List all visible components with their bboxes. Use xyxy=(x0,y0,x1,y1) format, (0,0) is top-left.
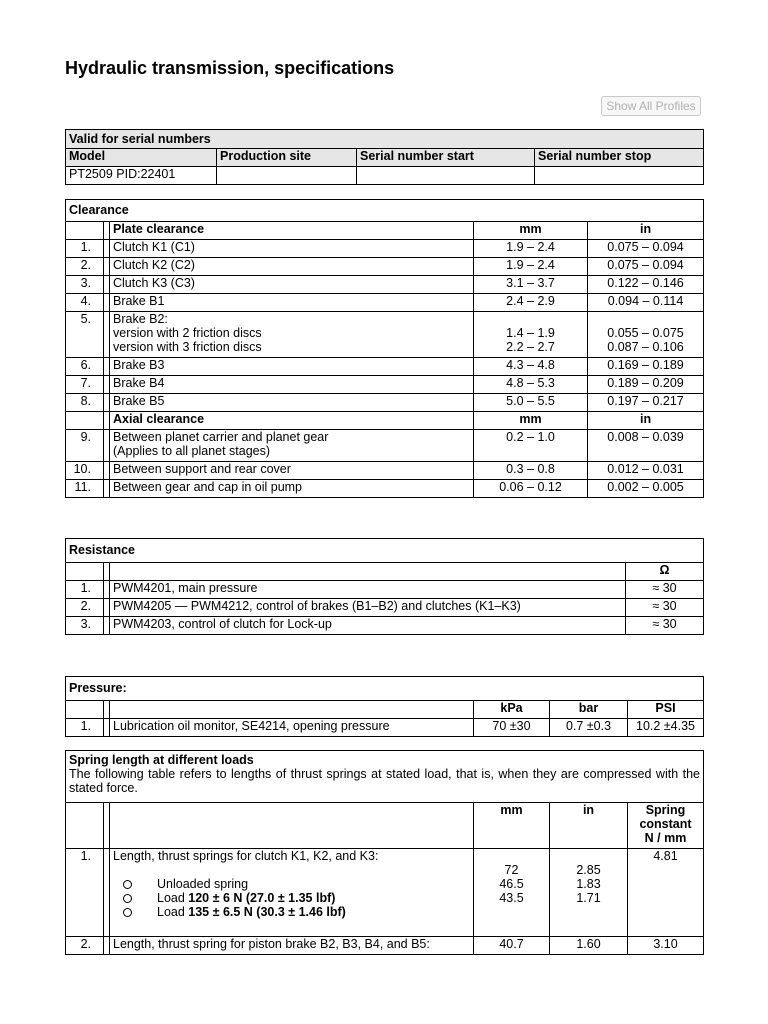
row-mm: 5.0 – 5.5 xyxy=(474,394,588,412)
row-label: PWM4201, main pressure xyxy=(110,581,626,599)
table-row xyxy=(66,617,704,635)
row-number: 1. xyxy=(66,849,104,937)
row-number: 5. xyxy=(66,312,104,358)
mm-header: mm xyxy=(474,222,588,240)
row-in: 0.075 – 0.094 xyxy=(588,240,704,258)
spring-title: Spring length at different loads xyxy=(69,753,254,767)
bar-header: bar xyxy=(550,701,628,719)
row-number: 11. xyxy=(66,480,104,498)
row-in: 0.002 – 0.005 xyxy=(588,480,704,498)
row-number: 3. xyxy=(66,617,104,635)
table-row xyxy=(66,240,704,258)
row-mm: 1.9 – 2.4 xyxy=(474,240,588,258)
mm-value: 72 xyxy=(504,863,519,877)
row-label: Brake B4 xyxy=(110,376,474,394)
row-mm: 40.7 xyxy=(474,937,550,955)
table-row xyxy=(66,358,704,376)
list-item xyxy=(113,905,470,919)
row-number: 7. xyxy=(66,376,104,394)
spring-constant-line1: Spring xyxy=(645,803,686,817)
row-label: PWM4205 — PWM4212, control of brakes (B1–B2) and clutches (K1–K3) xyxy=(110,599,626,617)
table-row xyxy=(66,599,704,617)
serial-start-value xyxy=(357,167,535,185)
row-number: 2. xyxy=(66,599,104,617)
show-all-profiles-button[interactable]: Show All Profiles xyxy=(601,96,701,116)
load-prefix: Load xyxy=(157,891,189,905)
col-model: Model xyxy=(66,149,217,167)
row-mm xyxy=(474,849,550,937)
version-2-discs: version with 2 friction discs xyxy=(113,326,262,340)
plate-clearance-header: Plate clearance xyxy=(110,222,474,240)
col-serial-stop: Serial number stop xyxy=(535,149,704,167)
model-value: PT2509 PID:22401 xyxy=(66,167,217,185)
in-value: 2.85 xyxy=(576,863,601,877)
row-mm: 1.9 – 2.4 xyxy=(474,258,588,276)
spring-constant-value: 4.81 xyxy=(628,849,704,937)
axial-clearance-header: Axial clearance xyxy=(110,412,474,430)
row-number: 3. xyxy=(66,276,104,294)
row-number: 2. xyxy=(66,937,104,955)
in-header: in xyxy=(550,803,628,849)
row-mm: 4.3 – 4.8 xyxy=(474,358,588,376)
serial-number-table xyxy=(65,129,704,185)
page-title: Hydraulic transmission, specifications xyxy=(65,58,395,78)
list-item xyxy=(113,877,470,891)
row-number: 1. xyxy=(66,719,104,737)
list-item xyxy=(113,891,470,905)
axial-note: (Applies to all planet stages) xyxy=(113,444,271,458)
row-in xyxy=(550,849,628,937)
row-label: Brake B5 xyxy=(110,394,474,412)
mm-value: 2.2 – 2.7 xyxy=(506,340,555,354)
row-value: ≈ 30 xyxy=(626,581,704,599)
serial-table-title: Valid for serial numbers xyxy=(66,130,704,149)
row-in: 0.012 – 0.031 xyxy=(588,462,704,480)
table-row xyxy=(66,581,704,599)
spring-table xyxy=(65,750,704,955)
table-row xyxy=(66,312,704,358)
table-row xyxy=(66,258,704,276)
row-in: 0.189 – 0.209 xyxy=(588,376,704,394)
row-number: 1. xyxy=(66,581,104,599)
kpa-header: kPa xyxy=(474,701,550,719)
row-label xyxy=(110,849,474,937)
load-120-value: 120 ± 6 N (27.0 ± 1.35 lbf) xyxy=(188,891,336,905)
row-number: 8. xyxy=(66,394,104,412)
spring-constant-line2: constant xyxy=(639,817,692,831)
table-row xyxy=(66,394,704,412)
col-production-site: Production site xyxy=(217,149,357,167)
ohm-header: Ω xyxy=(626,563,704,581)
spring-description: The following table refers to lengths of thrust springs at stated load, that is, when they are compressed with the stated force. xyxy=(69,767,700,795)
row-in: 0.094 – 0.114 xyxy=(588,294,704,312)
row-value: ≈ 30 xyxy=(626,617,704,635)
mm-header: mm xyxy=(474,803,550,849)
table-row xyxy=(66,376,704,394)
row-mm: 2.4 – 2.9 xyxy=(474,294,588,312)
psi-header: PSI xyxy=(628,701,704,719)
load-prefix: Load xyxy=(157,905,189,919)
row-in xyxy=(588,312,704,358)
clearance-title: Clearance xyxy=(66,200,704,222)
load-135-value: 135 ± 6.5 N (30.3 ± 1.46 lbf) xyxy=(188,905,346,919)
load-list xyxy=(113,877,470,919)
row-mm: 3.1 – 3.7 xyxy=(474,276,588,294)
row-mm xyxy=(474,312,588,358)
row-label: Clutch K2 (C2) xyxy=(110,258,474,276)
in-value: 1.83 xyxy=(576,877,601,891)
in-header: in xyxy=(588,222,704,240)
row-in: 1.60 xyxy=(550,937,628,955)
spring-constant-header xyxy=(628,803,704,849)
row-number: 2. xyxy=(66,258,104,276)
resistance-table xyxy=(65,538,704,635)
mm-value: 43.5 xyxy=(499,891,524,905)
table-row xyxy=(66,937,704,955)
in-value: 0.087 – 0.106 xyxy=(607,340,684,354)
row-mm: 0.3 – 0.8 xyxy=(474,462,588,480)
row-label xyxy=(110,312,474,358)
brake-b2-label: Brake B2: xyxy=(113,312,168,326)
row-in: 0.197 – 0.217 xyxy=(588,394,704,412)
kpa-value: 70 ±30 xyxy=(474,719,550,737)
col-serial-start: Serial number start xyxy=(357,149,535,167)
unloaded-label: Unloaded spring xyxy=(157,877,249,891)
row-value: ≈ 30 xyxy=(626,599,704,617)
row-mm: 0.2 – 1.0 xyxy=(474,430,588,462)
bar-value: 0.7 ±0.3 xyxy=(550,719,628,737)
row-number: 6. xyxy=(66,358,104,376)
spring-constant-value: 3.10 xyxy=(628,937,704,955)
row-label xyxy=(110,430,474,462)
table-row xyxy=(66,849,704,937)
row-label: Between gear and cap in oil pump xyxy=(110,480,474,498)
table-row xyxy=(66,294,704,312)
row-label: Between support and rear cover xyxy=(110,462,474,480)
row-in: 0.169 – 0.189 xyxy=(588,358,704,376)
table-row xyxy=(66,430,704,462)
row-in: 0.008 – 0.039 xyxy=(588,430,704,462)
version-3-discs: version with 3 friction discs xyxy=(113,340,262,354)
row-number: 10. xyxy=(66,462,104,480)
in-value: 1.71 xyxy=(576,891,601,905)
spring-row-label: Length, thrust springs for clutch K1, K2, and K3: xyxy=(113,849,379,863)
resistance-title: Resistance xyxy=(66,539,704,563)
table-row xyxy=(66,276,704,294)
row-label: Brake B3 xyxy=(110,358,474,376)
table-row xyxy=(66,719,704,737)
spring-header xyxy=(66,751,704,803)
table-row xyxy=(66,462,704,480)
serial-stop-value xyxy=(535,167,704,185)
spring-constant-line3: N / mm xyxy=(644,831,687,845)
pressure-table xyxy=(65,676,704,737)
mm-header: mm xyxy=(474,412,588,430)
in-header: in xyxy=(588,412,704,430)
table-row xyxy=(66,480,704,498)
mm-value: 1.4 – 1.9 xyxy=(506,326,555,340)
row-label: PWM4203, control of clutch for Lock-up xyxy=(110,617,626,635)
row-number: 4. xyxy=(66,294,104,312)
mm-value: 46.5 xyxy=(499,877,524,891)
row-in: 0.075 – 0.094 xyxy=(588,258,704,276)
row-label: Clutch K1 (C1) xyxy=(110,240,474,258)
row-in: 0.122 – 0.146 xyxy=(588,276,704,294)
row-number: 9. xyxy=(66,430,104,462)
psi-value: 10.2 ±4.35 xyxy=(628,719,704,737)
clearance-table xyxy=(65,199,704,498)
in-value: 0.055 – 0.075 xyxy=(607,326,684,340)
row-label: Brake B1 xyxy=(110,294,474,312)
pressure-title: Pressure: xyxy=(66,677,704,701)
production-site-value xyxy=(217,167,357,185)
axial-label: Between planet carrier and planet gear xyxy=(113,430,329,444)
row-mm: 0.06 – 0.12 xyxy=(474,480,588,498)
row-number: 1. xyxy=(66,240,104,258)
row-mm: 4.8 – 5.3 xyxy=(474,376,588,394)
row-label: Clutch K3 (C3) xyxy=(110,276,474,294)
row-label: Lubrication oil monitor, SE4214, opening pressure xyxy=(110,719,474,737)
row-label: Length, thrust spring for piston brake B2, B3, B4, and B5: xyxy=(110,937,474,955)
